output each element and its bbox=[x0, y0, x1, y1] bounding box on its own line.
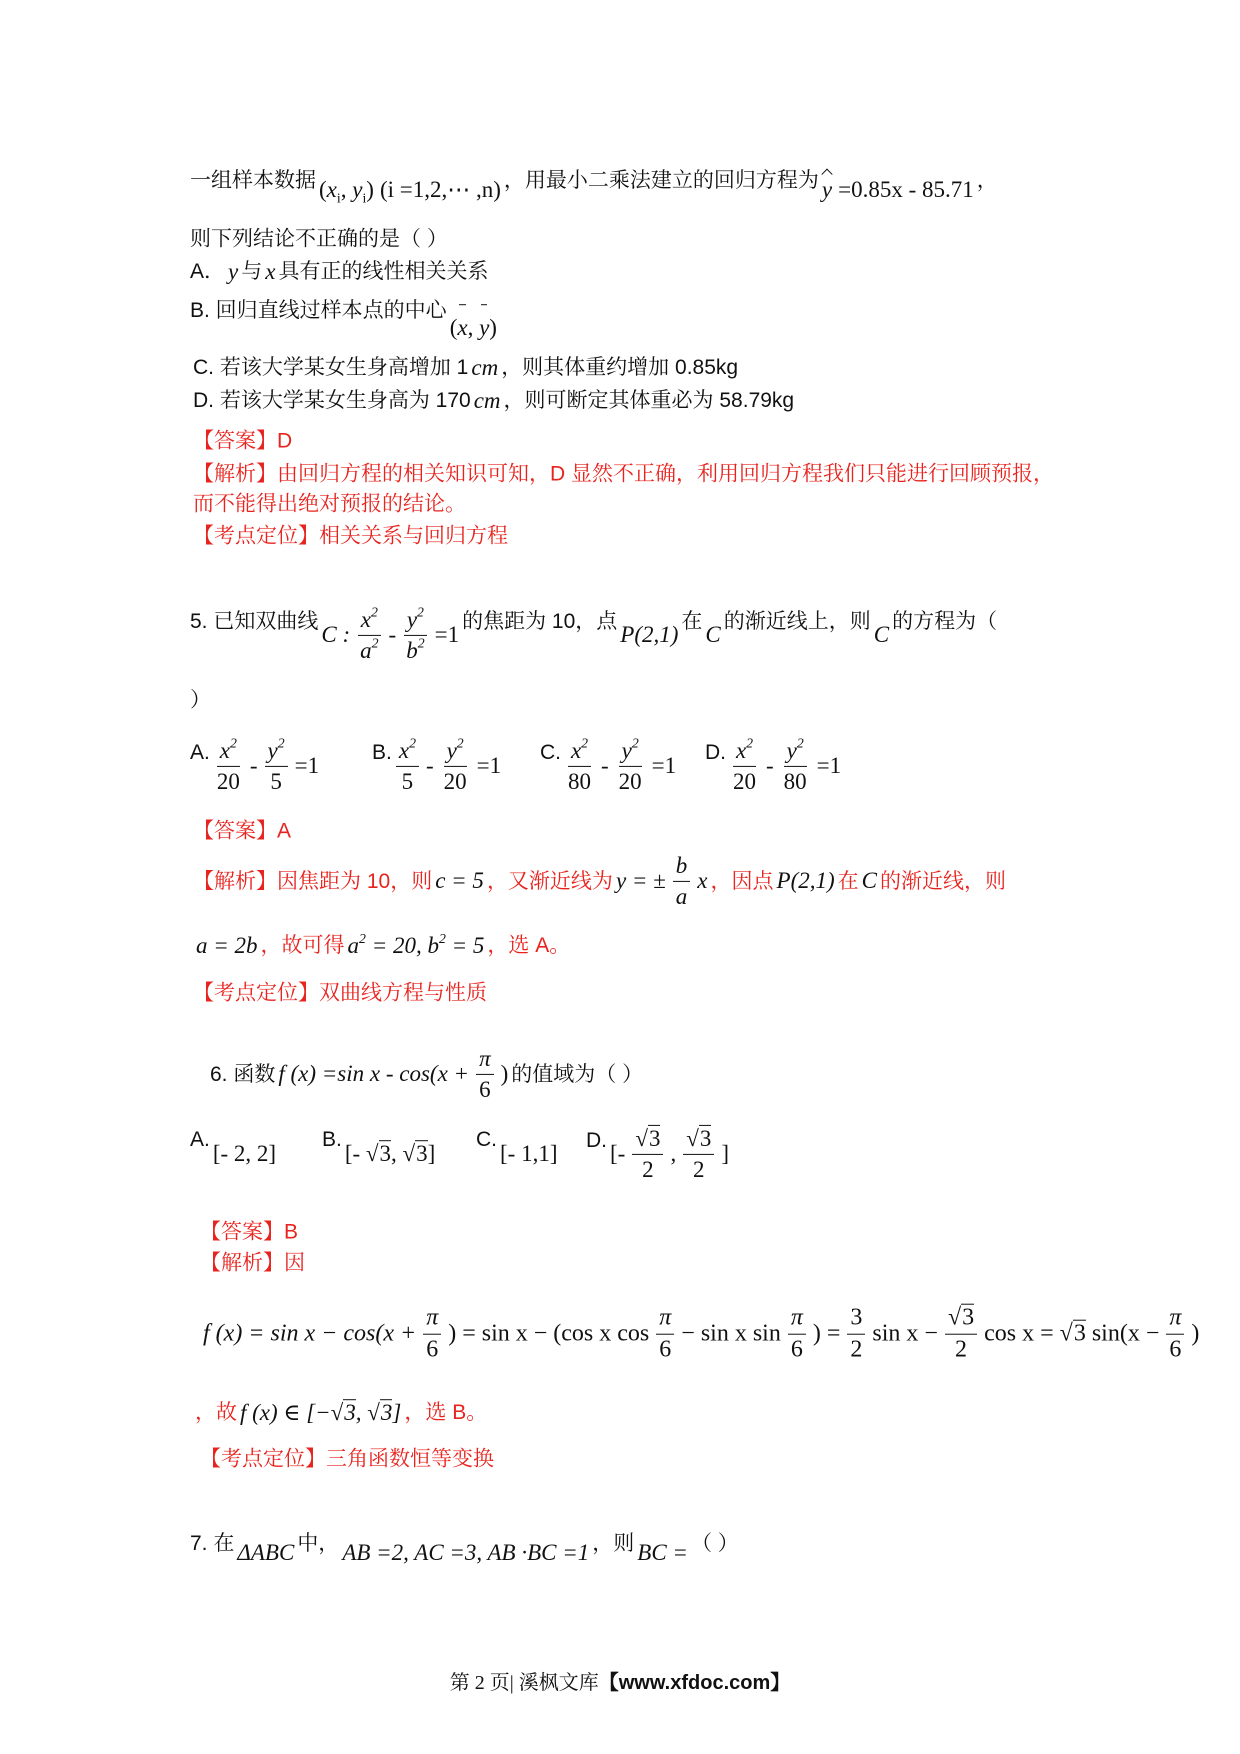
option-text: C. 若该大学某女生身高增加 1 bbox=[193, 356, 469, 380]
sample-center-formula bbox=[450, 314, 497, 342]
var-x: x bbox=[326, 177, 337, 203]
fraction bbox=[781, 737, 810, 795]
fraction-numerator bbox=[396, 737, 419, 767]
analysis-text: 而不能得出绝对预报的结论。 bbox=[193, 492, 466, 516]
q5-stem bbox=[190, 606, 997, 664]
formula-part: sin(x − bbox=[1091, 1320, 1160, 1347]
option-label: D. bbox=[586, 1128, 607, 1152]
curve-c: C bbox=[873, 622, 890, 648]
y-hat-symbol: y bbox=[821, 177, 833, 203]
q5-topic bbox=[193, 980, 487, 1005]
point-p: P(2,1) bbox=[776, 868, 835, 894]
analysis-text: ，故可得 bbox=[260, 934, 345, 958]
stem-text: 则下列结论不正确的是（ ） bbox=[190, 227, 448, 251]
option-text: ，则其体重约增加 0.85kg bbox=[501, 356, 739, 380]
q6-option-a bbox=[190, 1128, 279, 1168]
bracket: ] bbox=[392, 1400, 402, 1426]
answer-text: 【答案】B bbox=[200, 1220, 299, 1244]
curve-name: C : bbox=[321, 622, 351, 648]
q4-analysis-line-2 bbox=[193, 491, 466, 516]
triangle-abc: ΔABC bbox=[237, 1540, 295, 1566]
index-range-formula: (i =1,2,⋯ ,n) bbox=[379, 177, 501, 203]
formula-part: = 5 bbox=[445, 933, 485, 959]
footer-site-link[interactable]: 【www.xfdoc.com】 bbox=[598, 1672, 791, 1694]
sqrt-sign: √ bbox=[402, 1141, 416, 1167]
fraction bbox=[616, 737, 645, 795]
q5-option-b bbox=[372, 737, 504, 795]
q6-analysis-intro bbox=[200, 1250, 305, 1275]
fraction-sqrt3-over-2 bbox=[683, 1125, 714, 1183]
analysis-text: ，选 A。 bbox=[487, 934, 571, 958]
fraction-numerator bbox=[358, 606, 381, 636]
fraction-numerator: π bbox=[1166, 1304, 1184, 1335]
stem-text: 6. 函数 bbox=[210, 1062, 276, 1086]
fraction-denominator: 6 bbox=[1169, 1336, 1182, 1363]
fraction bbox=[265, 737, 288, 795]
fraction-numerator: 3 bbox=[847, 1304, 865, 1335]
fraction-numerator: π bbox=[423, 1304, 441, 1335]
fraction-pi-over-6 bbox=[1166, 1304, 1184, 1365]
var-y: y bbox=[352, 177, 363, 203]
exponent: 2 bbox=[409, 735, 416, 751]
fraction-denominator: 2 bbox=[955, 1336, 968, 1363]
formula-part: ) = bbox=[812, 1320, 841, 1347]
stem-text: 的方程为（ bbox=[892, 609, 998, 633]
q5-stem-close bbox=[190, 687, 211, 712]
fraction-pi-over-6 bbox=[656, 1304, 674, 1365]
interval-value: [- 2, 2] bbox=[212, 1141, 277, 1167]
regression-equation: =0.85x - 85.71 bbox=[838, 177, 974, 203]
exponent: 2 bbox=[370, 604, 378, 620]
fraction-denominator bbox=[357, 636, 381, 665]
fraction-denominator: 80 bbox=[568, 768, 591, 794]
fraction-numerator: π bbox=[656, 1304, 674, 1335]
var-y: y bbox=[786, 737, 797, 763]
fraction-y2-b2 bbox=[403, 606, 427, 664]
fraction-denominator: 2 bbox=[642, 1156, 654, 1182]
fraction-b-over-a bbox=[673, 852, 691, 910]
fraction-denominator bbox=[403, 636, 427, 665]
page-number: 第 2 页 bbox=[449, 1672, 510, 1694]
option-text: 具有正的线性相关关系 bbox=[278, 260, 489, 284]
var-y: y bbox=[621, 737, 632, 763]
exponent: 2 bbox=[230, 735, 237, 751]
q6-answer bbox=[200, 1219, 298, 1244]
exponent: 2 bbox=[438, 930, 446, 946]
paren-close: ) bbox=[500, 1061, 509, 1087]
q5-option-a bbox=[190, 737, 322, 795]
minus-sign: - bbox=[766, 753, 774, 779]
fraction-numerator bbox=[444, 737, 467, 767]
formula-part: − sin x sin bbox=[681, 1320, 781, 1347]
analysis-text: 的渐近线，则 bbox=[879, 869, 1006, 893]
fraction-numerator bbox=[683, 1125, 714, 1155]
exponent: 2 bbox=[359, 930, 366, 946]
radicand: 3 bbox=[344, 1400, 356, 1426]
stem-text: 的值域为（ ） bbox=[511, 1062, 644, 1086]
exponent: 2 bbox=[417, 604, 424, 620]
fraction-numerator bbox=[619, 737, 642, 767]
formula-a2-b2 bbox=[348, 932, 485, 960]
fraction-denominator: 6 bbox=[659, 1336, 672, 1363]
analysis-text: 【解析】因 bbox=[200, 1251, 305, 1275]
var-a: a bbox=[360, 637, 372, 663]
comma: , bbox=[467, 315, 480, 341]
fraction-numerator: π bbox=[476, 1045, 494, 1075]
fraction-pi-over-6 bbox=[476, 1045, 494, 1103]
exponent: 2 bbox=[581, 735, 589, 751]
subscript-i: i bbox=[336, 190, 341, 206]
fraction-numerator bbox=[217, 737, 240, 767]
fraction-numerator bbox=[632, 1125, 663, 1155]
q5-analysis-line-2 bbox=[193, 932, 570, 960]
fraction-denominator: a bbox=[675, 883, 688, 909]
analysis-text: ，又渐近线为 bbox=[486, 869, 613, 893]
fraction-pi-over-6 bbox=[788, 1304, 806, 1365]
minus-sign: - bbox=[601, 753, 609, 779]
option-label: A. bbox=[190, 740, 210, 764]
fraction-numerator bbox=[784, 737, 807, 767]
stem-text: 的焦距为 10，点 bbox=[462, 609, 618, 633]
var-x: x bbox=[360, 606, 371, 632]
analysis-text: ，故 bbox=[195, 1401, 237, 1425]
option-label: B. bbox=[372, 740, 392, 764]
sqrt-sign: √ bbox=[635, 1125, 648, 1151]
equals-one: =1 bbox=[294, 753, 320, 779]
q4-option-b bbox=[190, 297, 500, 341]
fraction bbox=[441, 737, 470, 795]
option-text: B. 回归直线过样本点的中心 bbox=[190, 299, 447, 323]
sqrt-sign: √ bbox=[367, 1400, 380, 1426]
stem-text: ） bbox=[190, 688, 211, 712]
page-footer bbox=[0, 1671, 1240, 1695]
fraction-denominator: 20 bbox=[216, 768, 240, 794]
q4-option-a bbox=[190, 258, 488, 286]
stem-text: 一组样本数据 bbox=[190, 169, 316, 193]
function-formula: f (x) =sin x - cos(x + bbox=[278, 1061, 470, 1087]
q4-analysis-line-1 bbox=[193, 461, 1054, 486]
stem-text: ，则 bbox=[592, 1532, 635, 1556]
bracket: ] bbox=[427, 1141, 436, 1167]
bracket: [- bbox=[344, 1141, 366, 1167]
minus-sign: - bbox=[425, 753, 434, 779]
fraction-denominator: 80 bbox=[783, 768, 807, 794]
minus-sign: - bbox=[249, 753, 258, 779]
radicand: 3 bbox=[380, 1400, 393, 1426]
equals-one: =1 bbox=[476, 753, 502, 779]
bc-formula: BC = bbox=[637, 1540, 688, 1566]
q4-answer bbox=[193, 428, 292, 453]
sqrt-sign: √ bbox=[947, 1304, 962, 1331]
sqrt-sign: √ bbox=[365, 1141, 379, 1167]
q4-topic bbox=[193, 523, 508, 548]
q7-stem bbox=[190, 1532, 739, 1567]
stem-text: ， bbox=[976, 169, 998, 193]
option-text: ，则可断定其体重必为 58.79kg bbox=[503, 389, 795, 413]
fraction-numerator bbox=[945, 1304, 977, 1335]
fraction-x2-a2 bbox=[357, 606, 381, 664]
option-label: C. bbox=[476, 1128, 497, 1152]
interval-value: [- 1,1] bbox=[500, 1141, 558, 1167]
given-conditions-formula: AB =2, AC =3, AB ·BC =1 bbox=[342, 1540, 590, 1566]
q6-derivation-formula bbox=[200, 1304, 1202, 1365]
formula-part: ) = sin x − (cos x cos bbox=[448, 1320, 650, 1347]
q5-answer bbox=[193, 818, 291, 843]
var-x: x bbox=[219, 737, 230, 763]
stem-text: 7. 在 bbox=[190, 1532, 235, 1556]
fraction-denominator: 2 bbox=[693, 1156, 705, 1182]
q6-option-c bbox=[476, 1128, 560, 1168]
curve-c: C bbox=[705, 622, 721, 648]
topic-text: 【考点定位】相关关系与回归方程 bbox=[193, 524, 508, 548]
fraction-denominator: 2 bbox=[850, 1336, 863, 1363]
var-x: x bbox=[697, 868, 708, 894]
equals-one: =1 bbox=[434, 622, 460, 648]
bracket: ] bbox=[721, 1141, 729, 1167]
q5-option-d bbox=[705, 737, 844, 795]
q6-stem bbox=[210, 1045, 643, 1103]
minus-sign: - bbox=[388, 622, 397, 648]
q6-topic bbox=[200, 1446, 494, 1471]
stem-text: ，用最小二乘法建立的回归方程为 bbox=[503, 169, 819, 193]
radicand: 3 bbox=[699, 1125, 712, 1151]
analysis-text: ，因点 bbox=[710, 869, 774, 893]
fraction-denominator: 6 bbox=[790, 1336, 803, 1363]
fraction-numerator bbox=[265, 737, 288, 767]
sqrt-sign: √ bbox=[330, 1400, 344, 1426]
paren-close: ) bbox=[489, 315, 497, 341]
stem-text: （ ） bbox=[690, 1532, 739, 1556]
fraction-denominator: 5 bbox=[270, 768, 282, 794]
fraction bbox=[565, 737, 594, 795]
radicand: 3 bbox=[648, 1125, 661, 1151]
fraction-pi-over-6 bbox=[423, 1304, 441, 1365]
q4-option-d bbox=[193, 387, 794, 415]
unit-cm: cm bbox=[473, 388, 501, 414]
sample-pair-formula bbox=[319, 176, 374, 204]
fraction-numerator bbox=[568, 737, 591, 767]
point-p: P(2,1) bbox=[620, 622, 679, 648]
unit-cm: cm bbox=[471, 355, 499, 381]
q4-option-c bbox=[193, 354, 738, 382]
formula-part: f (x) = sin x − cos(x + bbox=[203, 1320, 417, 1347]
radicand: 3 bbox=[379, 1141, 392, 1167]
curve-c: C bbox=[861, 868, 877, 894]
topic-text: 【考点定位】三角函数恒等变换 bbox=[200, 1447, 494, 1471]
fraction bbox=[396, 737, 419, 795]
var-x: x bbox=[398, 737, 410, 763]
footer-library-name: | 溪枫文库 bbox=[509, 1672, 599, 1694]
analysis-text: 【解析】由回归方程的相关知识可知，D 显然不正确，利用回归方程我们只能进行回顾预报， bbox=[193, 462, 1054, 486]
comma: , bbox=[670, 1141, 677, 1167]
fraction-sqrt3-over-2 bbox=[945, 1304, 977, 1365]
q6-option-b bbox=[322, 1128, 438, 1168]
option-label: C. bbox=[540, 740, 561, 764]
comma: , bbox=[355, 1400, 368, 1426]
var-x: x bbox=[570, 737, 582, 763]
stem-text: 5. 已知双曲线 bbox=[190, 609, 319, 633]
option-text: D. 若该大学某女生身高为 170 bbox=[193, 389, 471, 413]
fraction-numerator bbox=[404, 606, 427, 636]
option-text: 与 bbox=[241, 260, 263, 284]
fraction-denominator: 6 bbox=[426, 1336, 439, 1363]
fraction-numerator: b bbox=[673, 852, 691, 882]
option-label: D. bbox=[705, 740, 726, 764]
topic-text: 【考点定位】双曲线方程与性质 bbox=[193, 981, 487, 1005]
equals-one: =1 bbox=[651, 753, 677, 779]
answer-text: 【答案】D bbox=[193, 429, 293, 453]
paren-open: ( bbox=[449, 315, 458, 341]
fraction-numerator: π bbox=[788, 1304, 806, 1335]
formula-part: cos x = bbox=[984, 1320, 1054, 1347]
exponent: 2 bbox=[417, 635, 425, 651]
paren-open: ( bbox=[319, 177, 327, 203]
radicand: 3 bbox=[1073, 1320, 1086, 1347]
formula-part: ) bbox=[1191, 1320, 1200, 1347]
q4-stem-line-2 bbox=[190, 226, 448, 251]
asymptote-formula: y = ± bbox=[615, 868, 666, 894]
range-formula bbox=[240, 1399, 401, 1427]
radicand: 3 bbox=[962, 1304, 975, 1331]
exponent: 2 bbox=[746, 735, 754, 751]
analysis-text: 【解析】因焦距为 10，则 bbox=[193, 869, 433, 893]
formula-part: sin x − bbox=[872, 1320, 938, 1347]
exponent: 2 bbox=[371, 635, 379, 651]
analysis-text: ，选 B。 bbox=[404, 1401, 488, 1425]
formula-a-equals-2b: a = 2b bbox=[196, 933, 258, 959]
stem-text: 在 bbox=[681, 609, 703, 633]
var-y: y bbox=[446, 737, 457, 763]
interval-value bbox=[345, 1140, 436, 1168]
paren-close: ) bbox=[366, 177, 374, 203]
var-y: y bbox=[406, 606, 418, 632]
fraction-denominator: 20 bbox=[618, 768, 642, 794]
formula-part: = 20, b bbox=[365, 933, 439, 959]
formula-part: f (x) ∈ [− bbox=[240, 1400, 331, 1426]
y-bar-symbol: y bbox=[479, 315, 490, 341]
radicand: 3 bbox=[416, 1141, 428, 1167]
option-label: A. bbox=[190, 1128, 210, 1152]
subscript-i: i bbox=[362, 190, 367, 206]
stem-text: 的渐近线上，则 bbox=[723, 609, 871, 633]
sqrt-3 bbox=[1060, 1320, 1086, 1349]
q6-analysis-conclusion bbox=[195, 1399, 487, 1427]
fraction bbox=[730, 737, 759, 795]
exponent: 2 bbox=[277, 735, 285, 751]
exponent: 2 bbox=[456, 735, 464, 751]
fraction-denominator: 20 bbox=[443, 768, 467, 794]
var-y: y bbox=[267, 737, 278, 763]
answer-text: 【答案】A bbox=[193, 819, 292, 843]
stem-text: 中， bbox=[297, 1532, 340, 1556]
x-bar-symbol: x bbox=[457, 315, 468, 341]
fraction-denominator: 20 bbox=[733, 768, 756, 794]
var-b: b bbox=[406, 637, 418, 663]
fraction-3-over-2 bbox=[847, 1304, 865, 1365]
q5-analysis-line-1 bbox=[193, 852, 1006, 910]
exponent: 2 bbox=[631, 735, 639, 751]
sqrt-sign: √ bbox=[686, 1125, 699, 1151]
option-label: B. bbox=[322, 1128, 342, 1152]
fraction bbox=[214, 737, 243, 795]
formula-c-equals-5: c = 5 bbox=[435, 868, 484, 894]
fraction-denominator: 5 bbox=[401, 768, 414, 794]
q5-option-c bbox=[540, 737, 679, 795]
comma: , bbox=[340, 177, 353, 203]
var-x: x bbox=[735, 737, 747, 763]
equals-one: =1 bbox=[816, 753, 842, 779]
q6-option-d bbox=[586, 1125, 732, 1183]
var-x: x bbox=[265, 259, 276, 285]
sqrt-sign: √ bbox=[1059, 1320, 1073, 1347]
analysis-text: 在 bbox=[837, 869, 859, 893]
exponent: 2 bbox=[796, 735, 804, 751]
var-y: y bbox=[228, 259, 239, 285]
comma: , bbox=[391, 1141, 403, 1167]
fraction-sqrt3-over-2 bbox=[632, 1125, 663, 1183]
bracket: [- bbox=[610, 1141, 626, 1167]
fraction-denominator: 6 bbox=[479, 1076, 491, 1102]
fraction-numerator bbox=[733, 737, 756, 767]
option-label: A． bbox=[190, 260, 226, 284]
var-a: a bbox=[347, 933, 360, 959]
q4-stem-line-1 bbox=[190, 169, 998, 206]
